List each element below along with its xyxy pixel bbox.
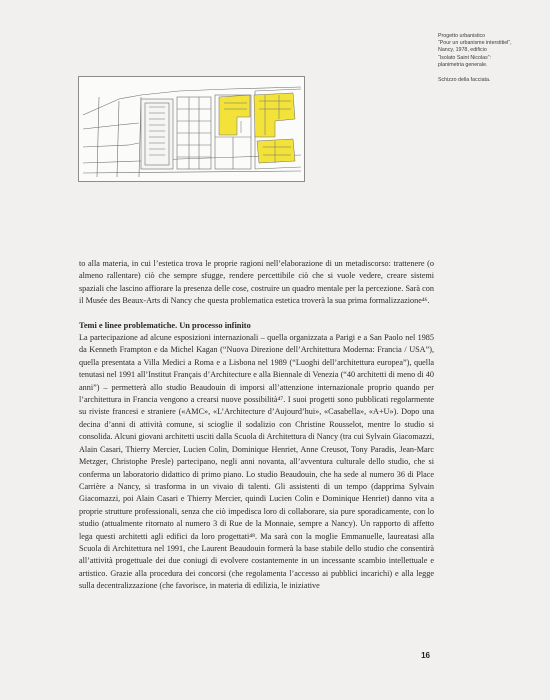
caption-line: “Pour un urbanisme interstitiel”, (438, 40, 512, 47)
highlighted-block (257, 139, 295, 163)
highlighted-block (219, 95, 250, 135)
caption-line: planimetria generale. (438, 61, 488, 68)
site-plan-svg (79, 77, 304, 181)
main-text (79, 258, 434, 593)
intro-paragraph: to alla materia, in cui l’estetica trova le proprie ragioni nell’elaborazione di un metadiscorso: trattenere (o almeno rallentare) ciò che sempre sfugge, rendere percettibile ciò che si vuole vedere, creare sistemi spaziali che lascino affiorare la presenza delle cose, costruire un quadro mentale per la percezione. Sarà con il Musée des Beaux-Arts di Nancy che questa problematica estetica troverà la sua prima formalizzazione⁴⁶. (79, 259, 434, 306)
page-number: 16 (421, 651, 430, 660)
caption-line: Nancy, 1978, edificio (438, 47, 487, 54)
caption-secondary: Schizzo della facciata. (438, 77, 491, 84)
section-heading: Temi e linee problematiche. Un processo infinito (79, 320, 251, 330)
highlighted-block (254, 93, 295, 137)
site-plan-drawing (78, 76, 305, 182)
figure-caption (438, 33, 542, 84)
caption-line: Progetto urbanistico (438, 33, 486, 39)
body-paragraph: La partecipazione ad alcune esposizioni internazionali – quella organizzata a Parigi e a San Paolo nel 1985 da Kenneth Frampton e da Michel Kagan (“Nuova Direzione dell’Architettura Moderna: Francia / USA”), quella presentata a Villa Medici a Roma e a Lisbona nel 1989 (“Luoghi dell’architettura europea”), quella tenutasi nel 1991 all’Institut Français d’Architecture e alla Biennale di Venezia (“40 architetti di meno di 40 anni”) – permetterà allo studio Beaudouin di imporsi all’attenzione internazionale proprio quando per l’architettura in Francia vengono a crearsi nuove possibilità⁴⁷. I suoi progetti sono pubblicati regolarmente su riviste francesi e straniere («AMC», «L’Architecture d’Aujourd’hui», «Casabella», «A+U»). Dopo una decina d’anni di attività comune, si scioglie il sodalizio con Christine Rousselot, mentre lo studio si consolida. Alcuni giovani architetti usciti dalla Scuola di Architettura di Nancy (tra cui Sylvain Giacomazzi, Alain Casari, Thierry Mercier, Lucien Colin, Dominique Henriet, Anne Creusot, Tony Paradis, Jean-Marc Metzger, Christophe Presle) partecipano, negli anni novanta, all’avventura culturale dello studio, che si conferma un laboratorio didattico di primo piano. Lo studio Beaudouin, che ha sede al numero 36 di Place Carrière a Nancy, si trasforma in un vivaio di talenti. Gli assistenti di un tempo (dapprima Sylvain Giacomazzi, poi Alain Casari e Thierry Mercier, quindi Lucien Colin e Dominique Henriet) danno vita a proprie strutture professionali, senza che ciò impedisca loro di collaborare, sia pure sporadicamente, con lo studio (attualmente ritornato al numero 3 di Rue de la Monnaie, sempre a Nancy). Un rapporto di affetto lega questi architetti agli edifici da loro progettati⁴⁸. Ma sarà con la moglie Emmanuelle, laureatasi alla Scuola di Architettura nel 1991, che Laurent Beaudouin formerà la base stabile dello studio che consentirà all’attività progettuale dei due coniugi di evolvere costantemente in un incessante scambio intellettuale e artistico. Grazie alla procedura dei concorsi (che regolamenta l’accesso ai pubblici incarichi) e alla legge sulla decentralizzazione (che favorisce, in materia di edilizia, le iniziative (79, 333, 434, 591)
caption-line: “Isolato Saint Nicolas”: (438, 54, 491, 61)
